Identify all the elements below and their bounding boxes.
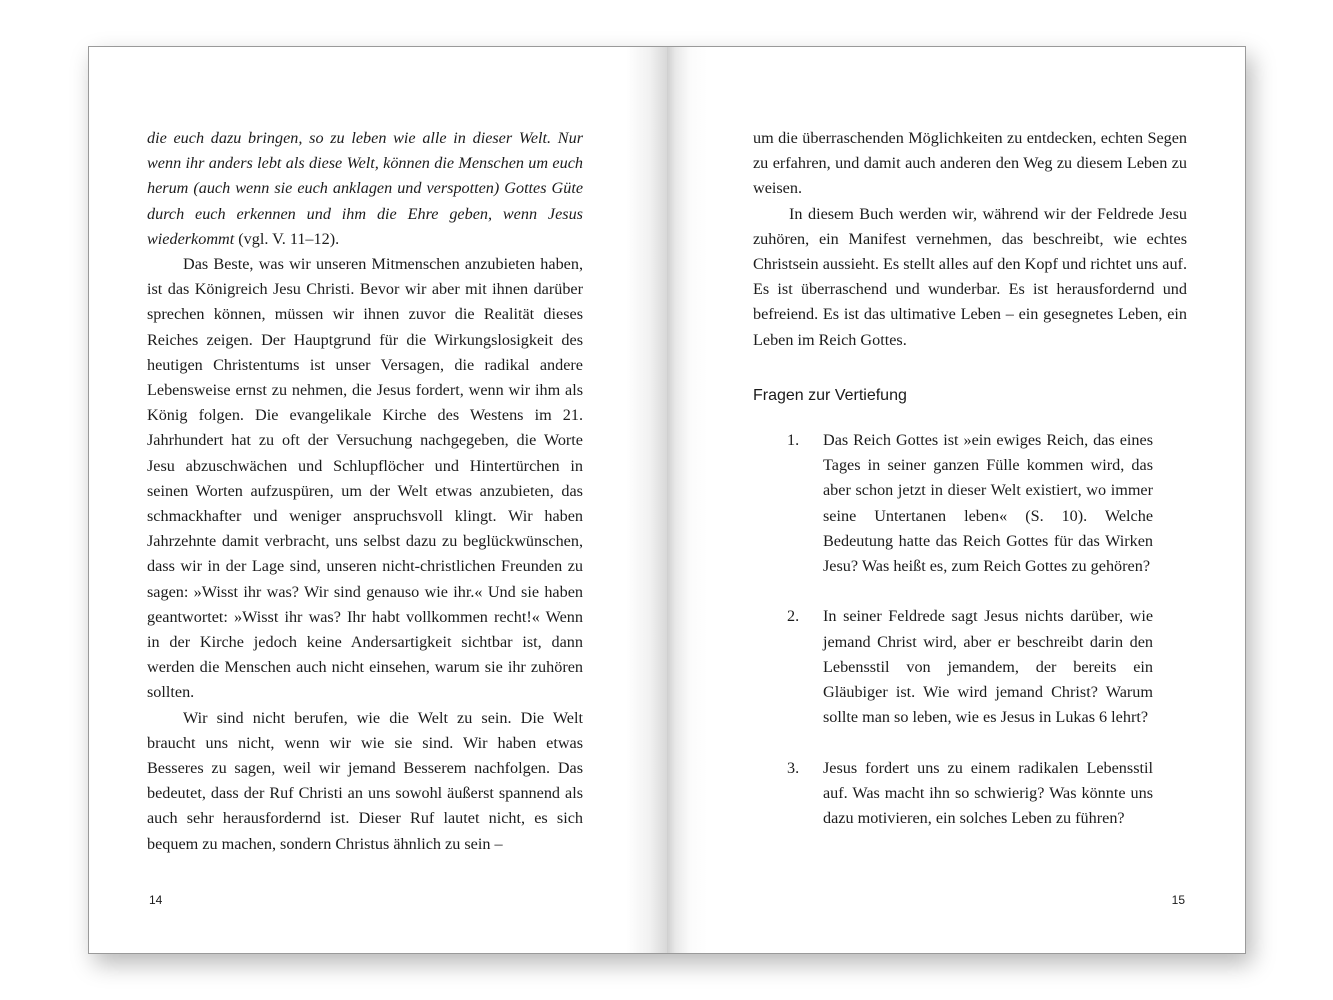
italic-quote: die euch dazu bringen, so zu leben wie alle in dieser Welt. Nur wenn ihr anders lebt als diese Welt, können die Menschen um euch herum (auch wenn sie euch anklagen und verspotten) Gottes Güte durch euch erkennen und ihm die Ehre geben, wenn Jesus wiederkommt	[147, 129, 583, 248]
left-page	[88, 46, 667, 954]
question-list	[753, 428, 1153, 856]
question-number: 2.	[787, 607, 800, 626]
right-page	[667, 46, 1246, 954]
question-text: In seiner Feldrede sagt Jesus nichts darüber, wie jemand Christ wird, aber er beschreibt darin den Lebensstil von jemandem, der bereits ein Gläubiger ist. Wie wird jemand Christ? Warum sollte man so leben, wie es Jesus in Lukas 6 lehrt?	[823, 607, 1153, 727]
question-text: Jesus fordert uns zu einem radikalen Lebensstil auf. Was macht ihn so schwierig? Was könnte uns dazu motivieren, ein solches Leben zu führen?	[823, 758, 1153, 828]
paragraph: Das Beste, was wir unseren Mitmenschen anzubieten haben, ist das Königreich Jesu Christi. Bevor wir aber mit ihnen darüber sprechen können, müssen wir ihnen zuvor die Realität dieses Reiches zeigen. Der Hauptgrund für die Wirkungslosigkeit des heutigen Christentums ist unser Versagen, die radikal andere Lebensweise ernst zu nehmen, die Jesus fordert, wenn wir ihm als König folgen. Die evangelikale Kirche des Westens im 21. Jahrhundert hat zu oft der Versuchung nachgegeben, die Worte Jesu abzuschwächen und Schlupflöcher und Hintertürchen in seinen Worten aufzuspüren, um der Welt etwas anzubieten, das schmackhafter und weniger anspruchsvoll klingt. Wir haben Jahrzehnte damit verbracht, uns selbst dazu zu beglückwünschen, dass wir in der Lage sind, unseren nicht-christlichen Freunden zu sagen: »Wisst ihr was? Wir sind genauso wie ihr.« Und sie haben geantwortet: »Wisst ihr was? Ihr habt vollkommen recht!« Wenn in der Kirche jedoch keine Andersartigkeit sichtbar ist, dann werden die Menschen auch nicht einsehen, warum sie ihr zuhören sollten.	[147, 255, 583, 702]
list-item	[753, 756, 1153, 832]
question-text: Das Reich Gottes ist »ein ewiges Reich, das eines Tages in seiner ganzen Fülle kommen wird, das aber schon jetzt in dieser Welt existiert, wo immer seine Untertanen leben« (S. 10). Welche Bedeutung hatte das Reich Gottes für das Wirken Jesu? Was heißt es, zum Reich Gottes zu gehören?	[823, 431, 1153, 576]
paragraph: In diesem Buch werden wir, während wir der Feldrede Jesu zuhören, ein Manifest vernehmen, das beschreibt, wie echtes Christsein aussieht. Es stellt alles auf den Kopf und richtet uns auf. Es ist überraschend und wunderbar. Es ist herausfordernd und befreiend. Es ist das ultimative Leben – ein gesegnetes Leben, ein Leben im Reich Gottes.	[753, 204, 1187, 349]
question-number: 1.	[787, 431, 800, 449]
right-page-body	[753, 126, 1187, 353]
reference-text: (vgl. V. 11–12).	[234, 229, 340, 248]
paragraph: Wir sind nicht berufen, wie die Welt zu sein. Die Welt braucht uns nicht, wenn wir wie sie sind. Wir haben etwas Besseres zu sagen, weil wir jemand Besserem nachfolgen. Das bedeutet, dass der Ruf Christi an uns sowohl äußerst spannend als auch sehr herausfordernd ist. Dieser Ruf lautet nicht, es sich bequem zu machen, sondern Christus ähnlich zu sein –	[147, 708, 583, 853]
question-number: 3.	[787, 758, 800, 777]
paragraph	[147, 126, 583, 252]
left-page-body	[147, 126, 583, 857]
list-item	[753, 428, 1153, 579]
book-spread	[88, 46, 1246, 954]
section-heading: Fragen zur Vertiefung	[753, 387, 907, 404]
paragraph: um die überraschenden Möglichkeiten zu entdecken, echten Segen zu erfahren, und damit auch anderen den Weg zu diesem Leben zu weisen.	[753, 129, 1187, 198]
list-item	[753, 604, 1153, 730]
page-number: 15	[1171, 893, 1185, 907]
page-number: 14	[149, 893, 163, 907]
